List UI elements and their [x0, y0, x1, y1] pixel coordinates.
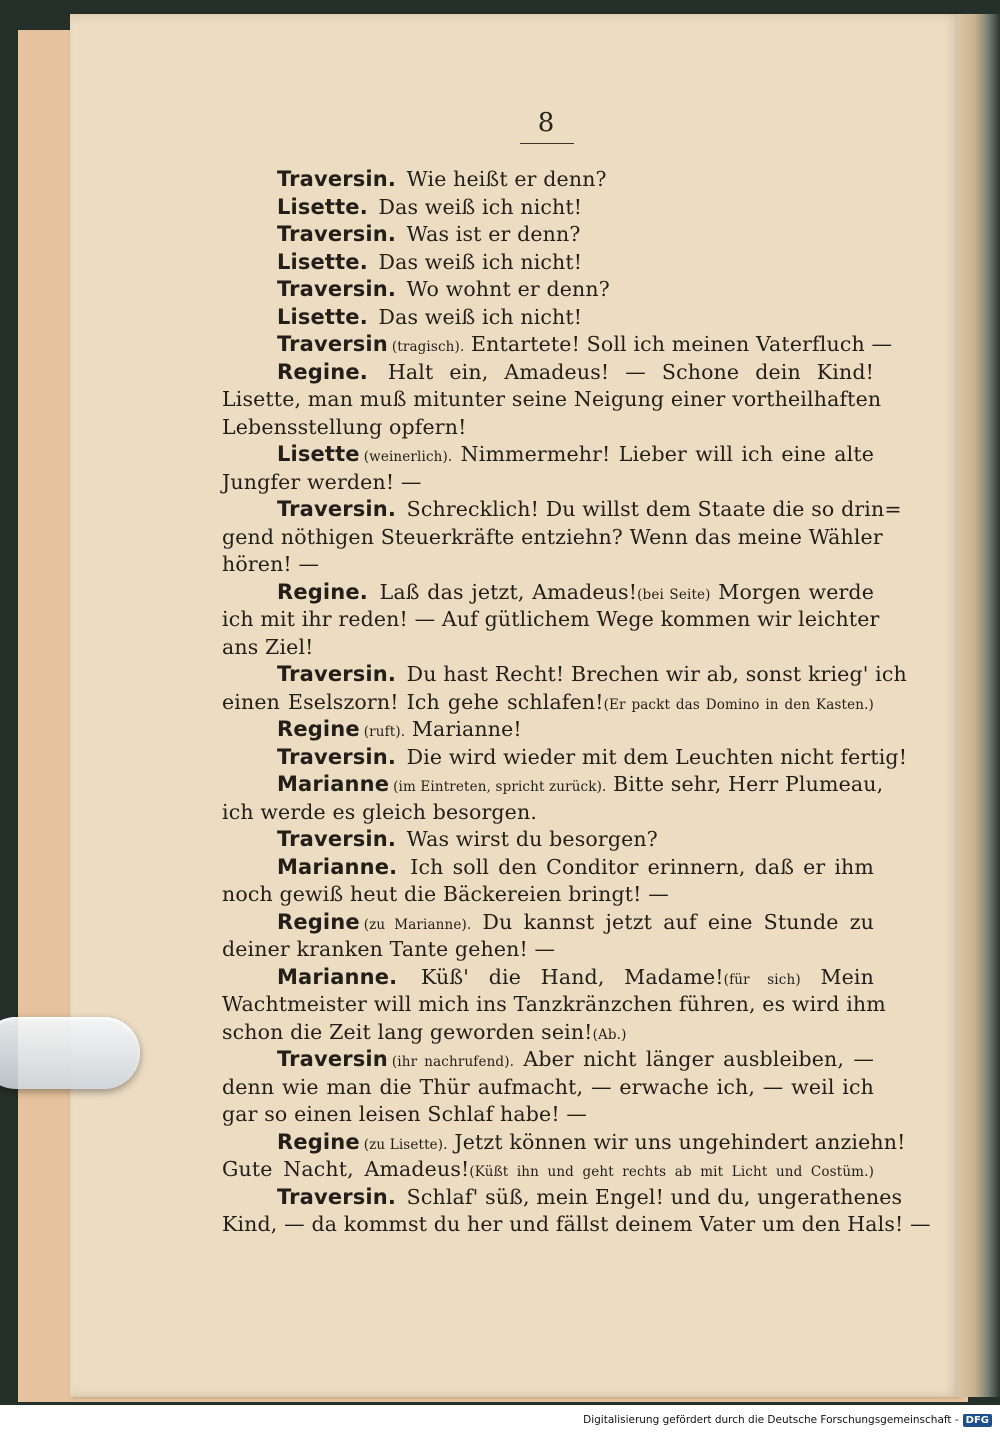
dialogue-text: Marianne!: [405, 717, 522, 741]
page-number: 8: [537, 108, 555, 138]
dialogue-text: ich mit ihr reden! — Auf gütlichem Wege kommen wir leichter: [222, 607, 880, 631]
speaker-name: Traversin.: [277, 497, 396, 521]
text-line: [222, 1074, 874, 1102]
page-edge: [958, 14, 1000, 1397]
text-line: [222, 771, 884, 799]
text-line: [222, 221, 874, 249]
text-line: [222, 909, 874, 937]
text-line: [222, 936, 874, 964]
dialogue-text: Die wird wieder mit dem Leuchten nicht fertig!: [399, 744, 908, 769]
text-line: [222, 1019, 874, 1047]
dialogue-text: hören! —: [222, 552, 320, 576]
text-line: [222, 524, 883, 552]
dialogue-text: ich werde es gleich besorgen.: [222, 799, 537, 824]
text-line: [222, 414, 874, 442]
dfg-logo: DFG: [963, 1414, 992, 1427]
speaker-name: Traversin.: [277, 167, 396, 191]
speaker-name: Traversin: [277, 1047, 388, 1071]
text-line: [222, 1101, 874, 1129]
stage-direction: (zu Marianne).: [363, 916, 472, 933]
speaker-name: Marianne.: [277, 854, 398, 879]
stage-direction: (tragisch).: [391, 339, 465, 355]
text-line: [222, 799, 874, 827]
dialogue-text: Schlaf' süß, mein Engel! und du, ungerathenes: [399, 1184, 903, 1209]
dialogue-text: Halt ein, Amadeus! — Schone dein Kind!: [371, 359, 874, 384]
dialogue-text: Bitte sehr, Herr Plumeau,: [606, 772, 884, 796]
dialogue-text: Morgen werde: [710, 579, 874, 604]
dialogue-text: Du kannst jetzt auf eine Stunde zu: [471, 909, 874, 934]
text-line: [222, 1046, 874, 1074]
dialogue-text: Das weiß ich nicht!: [371, 194, 583, 219]
text-line: [222, 881, 874, 909]
dialogue-text: schon die Zeit lang geworden sein!: [222, 1019, 593, 1044]
speaker-name: Lisette.: [277, 194, 368, 219]
text-line: [222, 1156, 874, 1184]
speaker-name: Traversin.: [277, 827, 396, 851]
dialogue-text: Wie heißt er denn?: [399, 167, 607, 191]
dialogue-text: Kind, — da kommst du her und fällst deinem Vater um den Hals! —: [222, 1212, 931, 1236]
speaker-name: Marianne: [277, 772, 390, 796]
dialogue-text: Du hast Recht! Brechen wir ab, sonst krieg' ich: [399, 662, 907, 686]
text-line: [222, 331, 893, 359]
dialogue-text: Was wirst du besorgen?: [399, 827, 658, 851]
dialogue-text: Aber nicht länger ausbleiben, —: [514, 1047, 874, 1071]
dialogue-text: Mein: [800, 964, 874, 989]
text-line: [222, 1184, 903, 1212]
stage-direction: (weinerlich).: [363, 449, 453, 465]
text-line: [222, 579, 874, 607]
text-line: [222, 249, 874, 277]
speaker-name: Regine: [277, 909, 360, 934]
text-line: [222, 1129, 906, 1157]
dialogue-text: gend nöthigen Steuerkräfte entziehn? Wenn das meine Wähler: [222, 524, 883, 549]
dialogue-text: Lebensstellung opfern!: [222, 414, 467, 439]
dialogue-text: Wo wohnt er denn?: [399, 277, 610, 301]
speaker-name: Lisette: [277, 442, 360, 466]
dialogue-text: einen Eselszorn! Ich gehe schlafen!: [222, 689, 604, 714]
text-line: [222, 359, 874, 387]
dialogue-text: Entartete! Soll ich meinen Vaterfluch —: [464, 332, 893, 356]
speaker-name: Lisette.: [277, 249, 368, 274]
text-line: [222, 606, 880, 634]
text-line: [222, 276, 874, 304]
dialogue-text: gar so einen leisen Schlaf habe! —: [222, 1102, 588, 1126]
stage-direction: (für sich): [723, 971, 801, 988]
stage-direction: (bei Seite): [637, 586, 711, 603]
speaker-name: Lisette.: [277, 304, 368, 329]
text-line: [222, 854, 874, 882]
speaker-name: Traversin.: [277, 744, 396, 769]
play-text: [222, 166, 931, 1239]
dialogue-text: Was ist er denn?: [399, 222, 581, 246]
dialogue-text: Schrecklich! Du willst dem Staate die so drin=: [399, 497, 902, 521]
dialogue-text: Das weiß ich nicht!: [371, 304, 583, 329]
text-line: [222, 441, 874, 469]
dialogue-text: deiner kranken Tante gehen! —: [222, 937, 556, 961]
speaker-name: Traversin.: [277, 277, 396, 301]
dialogue-text: Jetzt können wir uns ungehindert anziehn!: [447, 1129, 906, 1154]
speaker-name: Regine: [277, 717, 360, 741]
dialogue-text: Jungfer werden! —: [222, 469, 422, 494]
stage-direction: (im Eintreten, spricht zurück).: [393, 779, 607, 795]
text-line: [222, 716, 874, 744]
text-line: [222, 689, 874, 717]
stage-direction: (Ab.): [592, 1026, 627, 1043]
stage-direction: (Er packt das Domino in den Kasten.): [603, 696, 874, 713]
text-line: [222, 661, 907, 689]
text-line: [222, 194, 874, 222]
stage-direction: (ihr nachrufend).: [391, 1054, 515, 1070]
page-number-rule: [520, 143, 574, 144]
speaker-name: Regine.: [277, 359, 368, 384]
speaker-name: Traversin.: [277, 1184, 396, 1209]
scanner-clip: [0, 1017, 140, 1089]
dialogue-text: Ich soll den Conditor erinnern, daß er ihm: [401, 854, 874, 879]
book-page: [70, 14, 960, 1397]
digitization-footer: [0, 1405, 1000, 1435]
dialogue-text: ans Ziel!: [222, 634, 314, 659]
footer-credit: Digitalisierung gefördert durch die Deutsche Forschungsgemeinschaft -: [583, 1414, 959, 1426]
stage-direction: (ruft).: [363, 724, 406, 740]
text-line: [222, 964, 874, 992]
text-line: [222, 496, 902, 524]
speaker-name: Traversin: [277, 332, 388, 356]
text-line: [222, 386, 882, 414]
speaker-name: Regine: [277, 1129, 360, 1154]
dialogue-text: Gute Nacht, Amadeus!: [222, 1157, 470, 1181]
text-line: [222, 304, 874, 332]
speaker-name: Marianne.: [277, 964, 398, 989]
speaker-name: Regine.: [277, 579, 368, 604]
dialogue-text: noch gewiß heut die Bäckereien bringt! —: [222, 882, 669, 906]
stage-direction: (zu Lisette).: [363, 1136, 448, 1153]
text-line: [222, 1211, 931, 1239]
text-line: [222, 166, 874, 194]
text-line: [222, 469, 874, 497]
text-line: [222, 991, 886, 1019]
speaker-name: Traversin.: [277, 222, 396, 246]
speaker-name: Traversin.: [277, 662, 396, 686]
dialogue-text: Wachtmeister will mich ins Tanzkränzchen führen, es wird ihm: [222, 992, 886, 1016]
dialogue-text: Laß das jetzt, Amadeus!: [371, 579, 638, 604]
text-line: [222, 826, 874, 854]
dialogue-text: Lisette, man muß mitunter seine Neigung einer vortheilhaften: [222, 387, 882, 411]
text-line: [222, 744, 908, 772]
dialogue-text: denn wie man die Thür aufmacht, — erwache ich, — weil ich: [222, 1074, 874, 1099]
text-line: [222, 551, 874, 579]
text-line: [222, 634, 874, 662]
dialogue-text: Das weiß ich nicht!: [371, 249, 583, 274]
dialogue-text: Nimmermehr! Lieber will ich eine alte: [452, 442, 874, 466]
dialogue-text: Küß' die Hand, Madame!: [401, 964, 724, 989]
stage-direction: (Küßt ihn und geht rechts ab mit Licht und Costüm.): [469, 1164, 874, 1180]
